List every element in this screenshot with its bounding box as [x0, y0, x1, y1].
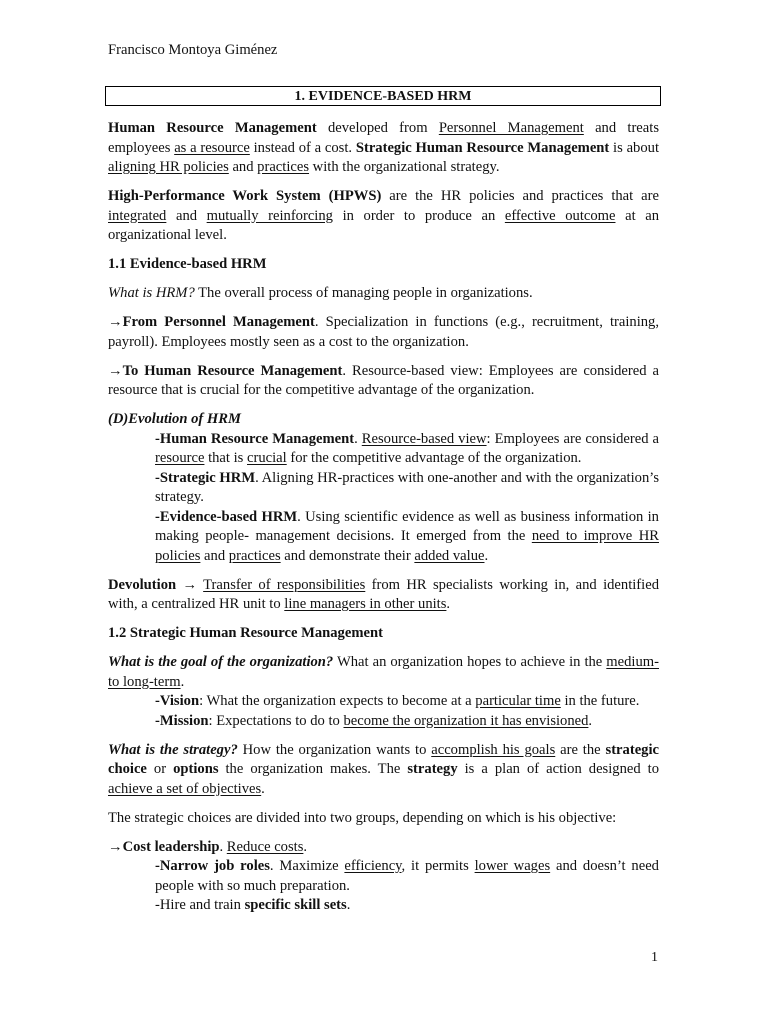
- text: .: [219, 838, 227, 855]
- text: .: [346, 897, 351, 913]
- bold-text: options: [173, 761, 219, 777]
- underlined-text: Personnel Management: [438, 120, 584, 136]
- text: with the organizational strategy.: [309, 159, 500, 175]
- bold-text: -Vision: [155, 693, 200, 709]
- bold-italic-text: What is the goal of the organization?: [108, 654, 334, 670]
- evolution-item-strategic: [108, 469, 659, 508]
- text: and: [228, 159, 258, 175]
- paragraph-goal: [108, 653, 659, 692]
- underlined-text: aligning HR policies: [108, 159, 229, 175]
- underlined-text: practices: [228, 547, 281, 564]
- text: -Hire and train: [155, 897, 245, 913]
- bold-text: →To Human Resource Management: [108, 362, 343, 379]
- text: in the future.: [560, 693, 640, 709]
- text: : Employees are considered a: [486, 430, 660, 447]
- paragraph-hrm-definition: [108, 119, 659, 178]
- underlined-text: accomplish his goals: [431, 741, 556, 758]
- bold-text: -Mission: [155, 712, 209, 729]
- text: . Using scientific evidence as well as business information in making people- management decisions. It emerged from the: [155, 508, 659, 544]
- underlined-text: achieve a set of objectives: [108, 780, 262, 797]
- underlined-text: particular time: [475, 693, 561, 709]
- text: . Specialization in functions (e.g., recruitment, training, payroll). Employees mostly seen as a cost to the organization.: [108, 314, 660, 350]
- underlined-text: Transfer of responsibilities: [203, 576, 366, 593]
- text: at an organizational level.: [108, 207, 659, 243]
- text: How the organization wants to: [237, 741, 432, 758]
- text: is about: [609, 139, 659, 156]
- bold-text: Strategic Human Resource Management: [355, 139, 610, 156]
- text: for the competitive advantage of the organization.: [286, 450, 582, 466]
- underlined-text: efficiency: [344, 858, 402, 874]
- document-body: [108, 119, 659, 916]
- underlined-text: become the organization it has envisioned: [343, 712, 589, 729]
- text: The overall process of managing people in organizations.: [194, 285, 533, 301]
- text: .: [180, 673, 185, 690]
- paragraph-strategy: [108, 741, 659, 800]
- text: .: [261, 780, 265, 797]
- text: or: [146, 761, 174, 777]
- underlined-text: crucial: [247, 450, 287, 466]
- text: and treats employees: [108, 120, 659, 156]
- evolution-item-evidence: [108, 508, 659, 567]
- underlined-text: medium-to long-term: [108, 654, 659, 690]
- bold-text: Devolution →: [108, 576, 198, 593]
- subheading-1-1: [108, 255, 659, 275]
- text: and: [166, 207, 207, 224]
- bold-text: strategic choice: [108, 741, 659, 777]
- paragraph-what-is-hrm: [108, 284, 659, 304]
- text: .: [303, 838, 308, 855]
- underlined-text: added value: [414, 547, 485, 564]
- text: .: [446, 596, 451, 612]
- subheading-text: 1.1 Evidence-based HRM: [108, 256, 267, 272]
- text: and: [200, 547, 229, 564]
- paragraph-hpws: [108, 187, 659, 246]
- mission-item: [108, 712, 659, 732]
- underlined-text: effective outcome: [504, 207, 616, 224]
- underlined-text: line managers in other units: [284, 596, 447, 612]
- text: in order to produce an: [332, 207, 505, 224]
- bold-text: -Evidence-based HRM: [155, 508, 298, 525]
- text: What an organization hopes to achieve in the: [333, 654, 607, 670]
- text: are the HR policies and practices that are: [381, 188, 659, 204]
- text: .: [484, 547, 489, 564]
- italic-text: What is HRM?: [108, 285, 195, 301]
- paragraph-to-hrm: [108, 362, 659, 401]
- text: .: [354, 430, 362, 447]
- text: . Maximize: [269, 858, 345, 874]
- text: . Aligning HR-practices with one-another and with the organization’s strategy.: [155, 469, 659, 505]
- bold-italic-text: What is the strategy?: [108, 741, 238, 758]
- underlined-text: lower wages: [474, 858, 551, 874]
- bold-text: →From Personnel Management: [108, 314, 315, 330]
- bold-text: Human Resource Management: [108, 120, 317, 136]
- text: and demonstrate their: [280, 547, 415, 564]
- hire-train-item: [108, 896, 659, 916]
- text: : Expectations to do to: [208, 712, 344, 729]
- bold-text: -Narrow job roles: [155, 858, 270, 874]
- author-header: Francisco Montoya Giménez: [108, 42, 278, 58]
- underlined-text: integrated: [108, 207, 167, 224]
- section-title: 1. EVIDENCE-BASED HRM: [105, 86, 661, 106]
- text: and doesn’t need people with so much preparation.: [155, 858, 659, 894]
- underlined-text: resource: [155, 450, 205, 466]
- text: the organization makes. The: [218, 761, 408, 777]
- underlined-text: practices: [257, 159, 310, 175]
- text: : What the organization expects to become at a: [199, 693, 476, 709]
- underlined-text: as a resource: [174, 139, 250, 156]
- subheading-text: 1.2 Strategic Human Resource Management: [108, 625, 383, 641]
- text: are the: [555, 741, 606, 758]
- text: is a plan of action designed to: [457, 761, 660, 777]
- bold-text: -Human Resource Management: [155, 430, 355, 447]
- bold-text: -Strategic HRM: [155, 469, 256, 486]
- text: developed from: [316, 120, 439, 136]
- bold-text: specific skill sets: [244, 897, 347, 913]
- paragraph-from-personnel: [108, 313, 659, 352]
- vision-item: [108, 692, 659, 712]
- underlined-text: need to improve HR policies: [155, 528, 659, 564]
- underlined-text: mutually reinforcing: [206, 207, 333, 224]
- text: instead of a cost.: [249, 139, 356, 156]
- bold-text: strategy: [407, 761, 458, 777]
- bold-text: High-Performance Work System (HPWS): [108, 188, 382, 204]
- evolution-heading: [108, 410, 659, 430]
- paragraph-devolution: [108, 576, 659, 615]
- page-number: 1: [651, 950, 658, 965]
- paragraph-choices: The strategic choices are divided into two groups, depending on which is his objective:: [108, 809, 617, 826]
- narrow-job-roles-item: [108, 857, 659, 896]
- text: , it permits: [401, 858, 475, 874]
- bold-italic-text: (D)Evolution of HRM: [108, 411, 241, 427]
- text: that is: [204, 450, 248, 466]
- text: . Resource-based view: Employees are considered a resource that is crucial for the competitive advantage of the organization.: [108, 362, 659, 398]
- text: .: [588, 712, 593, 729]
- subheading-1-2: [108, 624, 659, 644]
- text: from HR specialists working in, and identified with, a centralized HR unit to: [108, 576, 660, 612]
- evolution-item-hrm: [108, 430, 659, 469]
- underlined-text: Reduce costs: [226, 838, 304, 855]
- cost-leadership-item: [108, 838, 659, 858]
- underlined-text: Resource-based view: [361, 430, 487, 447]
- bold-text: →Cost leadership: [108, 838, 220, 855]
